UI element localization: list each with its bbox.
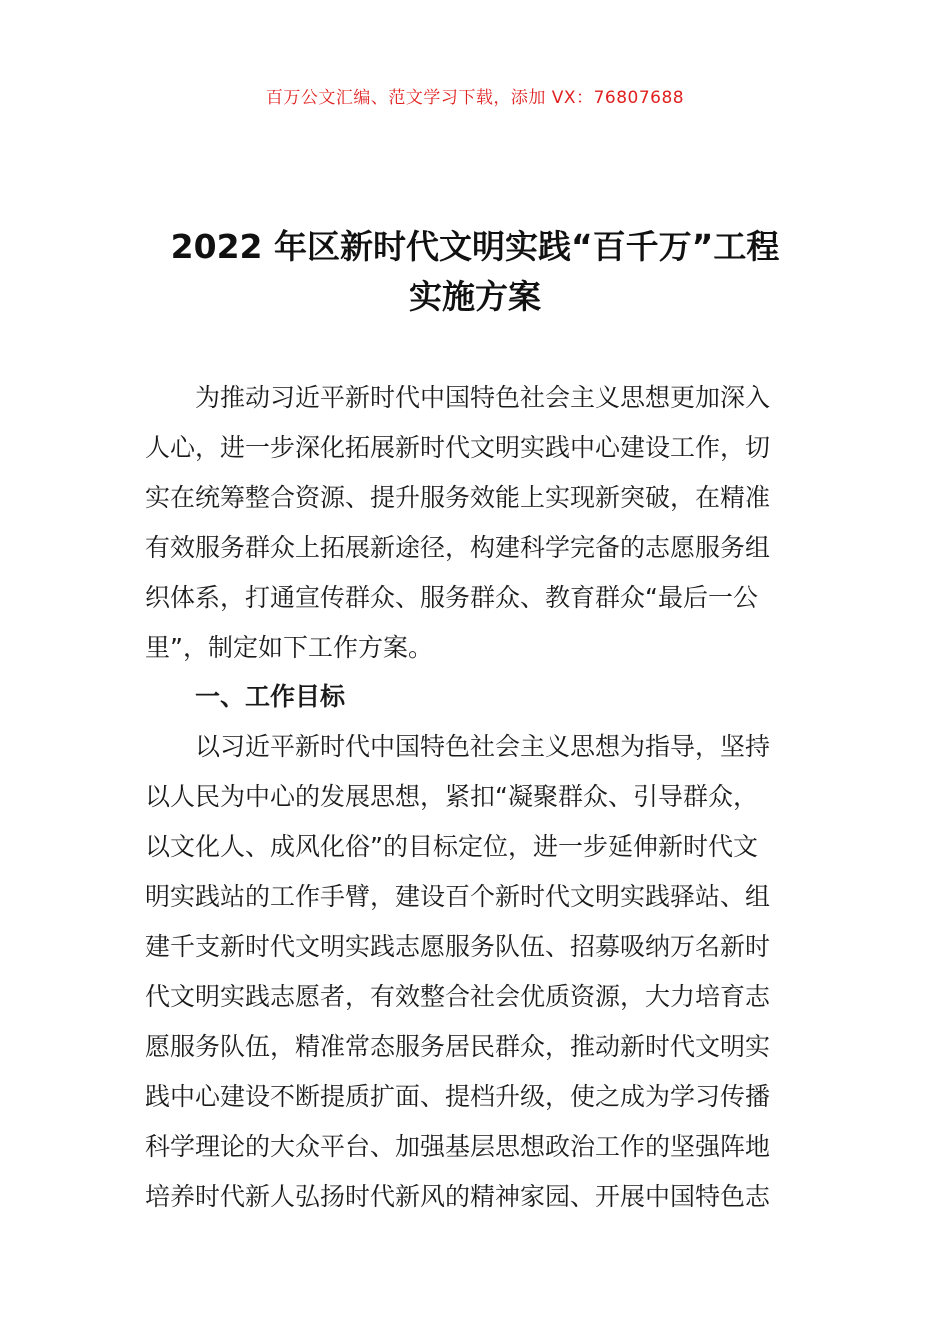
header-note: 百万公文汇编、范文学习下载，添加 VX：76807688: [265, 88, 685, 108]
paragraph-line: 科学理论的大众平台、加强基层思想政治工作的坚强阵地: [145, 1132, 771, 1161]
paragraph-line: 实在统筹整合资源、提升服务效能上实现新突破，在精准: [145, 483, 771, 512]
paragraph-line: 织体系，打通宣传群众、服务群众、教育群众“最后一公: [145, 583, 758, 612]
section-heading-text: 一、工作目标: [195, 682, 346, 711]
paragraph-line: 愿服务队伍，精准常态服务居民群众，推动新时代文明实: [145, 1032, 771, 1061]
intro-paragraph: [145, 373, 809, 673]
goal-paragraph: [145, 722, 809, 1222]
paragraph-line: 为推动习近平新时代中国特色社会主义思想更加深入: [195, 383, 771, 412]
document-title: [100, 222, 850, 322]
paragraph-line: 代文明实践志愿者，有效整合社会优质资源，大力培育志: [145, 982, 771, 1011]
section-heading: [145, 672, 809, 722]
paragraph-line: 培养时代新人弘扬时代新风的精神家园、开展中国特色志: [145, 1182, 771, 1211]
paragraph-line: 以文化人、成风化俗”的目标定位，进一步延伸新时代文: [145, 832, 758, 861]
paragraph-line: 建千支新时代文明实践志愿服务队伍、招募吸纳万名新时: [145, 932, 771, 961]
paragraph-line: 践中心建设不断提质扩面、提档升级，使之成为学习传播: [145, 1082, 771, 1111]
paragraph-line: 有效服务群众上拓展新途径，构建科学完备的志愿服务组: [145, 533, 771, 562]
title-line-2: 实施方案: [409, 277, 541, 316]
paragraph-line: 以习近平新时代中国特色社会主义思想为指导，坚持: [195, 732, 771, 761]
title-line-1: 2022 年区新时代文明实践“百千万”工程: [170, 227, 780, 266]
paragraph-line: 明实践站的工作手臂，建设百个新时代文明实践驿站、组: [145, 882, 771, 911]
paragraph-line: 人心，进一步深化拓展新时代文明实践中心建设工作，切: [145, 433, 771, 462]
paragraph-line: 以人民为中心的发展思想，紧扣“凝聚群众、引导群众，: [145, 782, 758, 811]
paragraph-line: 里”，制定如下工作方案。: [145, 633, 433, 662]
